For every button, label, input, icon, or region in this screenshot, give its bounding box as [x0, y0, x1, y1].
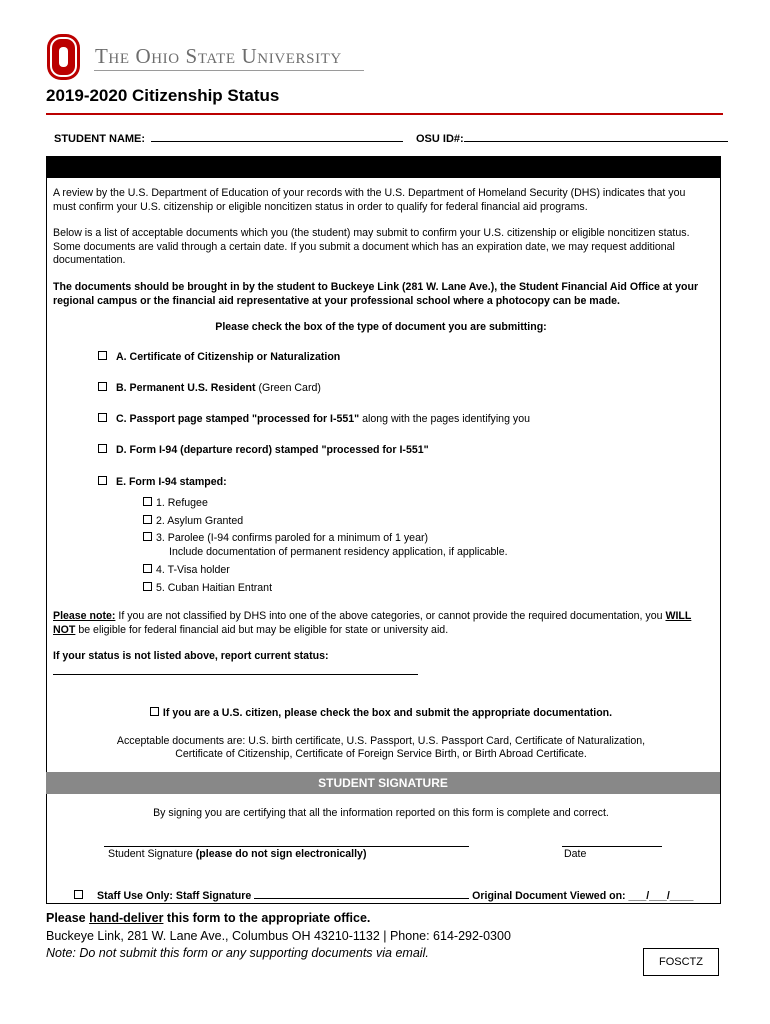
university-logo-icon — [47, 34, 80, 80]
option-b-label: B. Permanent U.S. Resident — [116, 382, 256, 394]
option-d-checkbox[interactable] — [98, 444, 107, 453]
please-note — [53, 610, 709, 637]
form-code: FOSCTZ — [643, 948, 719, 976]
title-divider — [46, 113, 723, 115]
student-signature-label: Student Signature — [108, 848, 193, 860]
date-field[interactable] — [562, 846, 662, 847]
cuban-haitian-label: 5. Cuban Haitian Entrant — [156, 582, 273, 594]
option-e-checkbox[interactable] — [98, 476, 107, 485]
option-d-label: D. Form I-94 (departure record) stamped "processed for I-551" — [116, 444, 429, 456]
option-e-label: E. Form I-94 stamped: — [116, 476, 227, 488]
will-not-emphasis: WILL NOT — [53, 610, 692, 636]
option-a-label: A. Certificate of Citizenship or Naturalization — [116, 351, 341, 363]
option-a — [98, 351, 340, 363]
original-viewed-date[interactable]: ___/___/____ — [628, 890, 694, 902]
current-status-field[interactable] — [53, 674, 418, 675]
please-note-text1: If you are not classified by DHS into one of the above categories, or cannot provide the required documentation, you — [118, 610, 663, 622]
cuban-haitian-checkbox[interactable] — [143, 582, 152, 591]
option-b-checkbox[interactable] — [98, 382, 107, 391]
parolee-checkbox[interactable] — [143, 532, 152, 541]
option-e-sub-4 — [143, 564, 230, 576]
certify-text: By signing you are certifying that all the information reported on this form is complete and correct. — [153, 807, 609, 819]
osu-id-field[interactable] — [464, 131, 728, 142]
option-e — [98, 476, 227, 488]
staff-use-row — [74, 888, 693, 902]
status-prompt: If your status is not listed above, report current status: — [53, 650, 329, 662]
osu-id-label: OSU ID#: — [416, 133, 464, 145]
option-b — [98, 382, 321, 394]
option-e-sub-3 — [143, 532, 428, 544]
header-rule — [94, 70, 364, 71]
parolee-note: Include documentation of permanent residency application, if applicable. — [169, 546, 508, 558]
date-label: Date — [564, 848, 587, 860]
please-note-text2: be eligible for federal financial aid but may be eligible for state or university aid. — [78, 623, 449, 636]
intro-paragraph-2: Below is a list of acceptable documents which you (the student) may submit to confirm your U.S. citizenship or eligible noncitizen status. Some documents are valid through a certain date. If you submit a document which has an expiration date, we may request additional documentation. — [53, 227, 690, 267]
parolee-label: 3. Parolee (I-94 confirms paroled for a minimum of 1 year) — [156, 532, 429, 544]
staff-signature-field[interactable] — [254, 888, 469, 899]
tvisa-checkbox[interactable] — [143, 564, 152, 573]
footer-rest: this form to the appropriate office. — [166, 911, 371, 925]
osu-id-row — [416, 131, 728, 145]
intro-paragraph-1: A review by the U.S. Department of Education of your records with the U.S. Department of Homeland Security (DHS) indicates that you must confirm your U.S. citizenship or eligible noncitizen status in order to qualify for federal financial aid programs. — [53, 187, 686, 213]
refugee-checkbox[interactable] — [143, 497, 152, 506]
footer-please: Please — [46, 911, 86, 925]
staff-signature-label: Staff Use Only: Staff Signature — [97, 890, 252, 902]
acceptable-docs-2: Certificate of Citizenship, Certificate of Foreign Service Birth, or Birth Abroad Certificate. — [175, 748, 587, 760]
student-name-label: STUDENT NAME: — [54, 133, 146, 145]
footer-email-note: Note: Do not submit this form or any supporting documents via email. — [46, 946, 429, 960]
option-c-note: along with the pages identifying you — [362, 413, 530, 425]
staff-use-checkbox[interactable] — [74, 890, 83, 899]
citizen-checkbox[interactable] — [150, 707, 159, 716]
student-signature-label-row — [108, 848, 366, 860]
refugee-label: 1. Refugee — [156, 497, 208, 509]
asylum-checkbox[interactable] — [143, 515, 152, 524]
intro-paragraph-3: The documents should be brought in by the student to Buckeye Link (281 W. Lane Ave.), the Student Financial Aid Office at your regional campus or the financial aid representative at your professional school where a photocopy can be made. — [53, 281, 699, 307]
citizen-row — [53, 707, 709, 721]
acceptable-docs-1: Acceptable documents are: U.S. birth certificate, U.S. Passport, U.S. Passport Card, Certificate of Naturalization, — [116, 735, 646, 747]
option-a-checkbox[interactable] — [98, 351, 107, 360]
option-b-note: (Green Card) — [258, 382, 321, 394]
student-name-field[interactable] — [151, 131, 403, 142]
footer-delivery — [46, 911, 370, 925]
student-name-row — [54, 131, 403, 145]
option-c-label: C. Passport page stamped "processed for I-551" — [116, 413, 360, 425]
university-name: The Ohio State University — [95, 44, 342, 68]
option-c — [98, 413, 530, 425]
sign-note: (please do not sign electronically) — [195, 848, 367, 860]
please-note-label: Please note: — [53, 610, 116, 622]
signature-section-title: STUDENT SIGNATURE — [46, 772, 720, 794]
asylum-label: 2. Asylum Granted — [156, 515, 244, 527]
form-title: 2019-2020 Citizenship Status — [46, 86, 280, 105]
citizen-label: If you are a U.S. citizen, please check the box and submit the appropriate documentation. — [162, 707, 613, 719]
check-instruction: Please check the box of the type of document you are submitting: — [215, 321, 547, 333]
original-viewed-label: Original Document Viewed on: — [472, 890, 626, 902]
student-signature-field[interactable] — [104, 846, 469, 847]
option-e-sub-2 — [143, 515, 243, 527]
option-e-sub-1 — [143, 497, 208, 509]
option-d — [98, 444, 429, 456]
option-c-checkbox[interactable] — [98, 413, 107, 422]
tvisa-label: 4. T-Visa holder — [156, 564, 230, 576]
footer-hand-deliver: hand-deliver — [89, 911, 164, 925]
footer-address: Buckeye Link, 281 W. Lane Ave., Columbus OH 43210-1132 | Phone: 614-292-0300 — [46, 929, 511, 943]
option-e-sub-5 — [143, 582, 272, 594]
